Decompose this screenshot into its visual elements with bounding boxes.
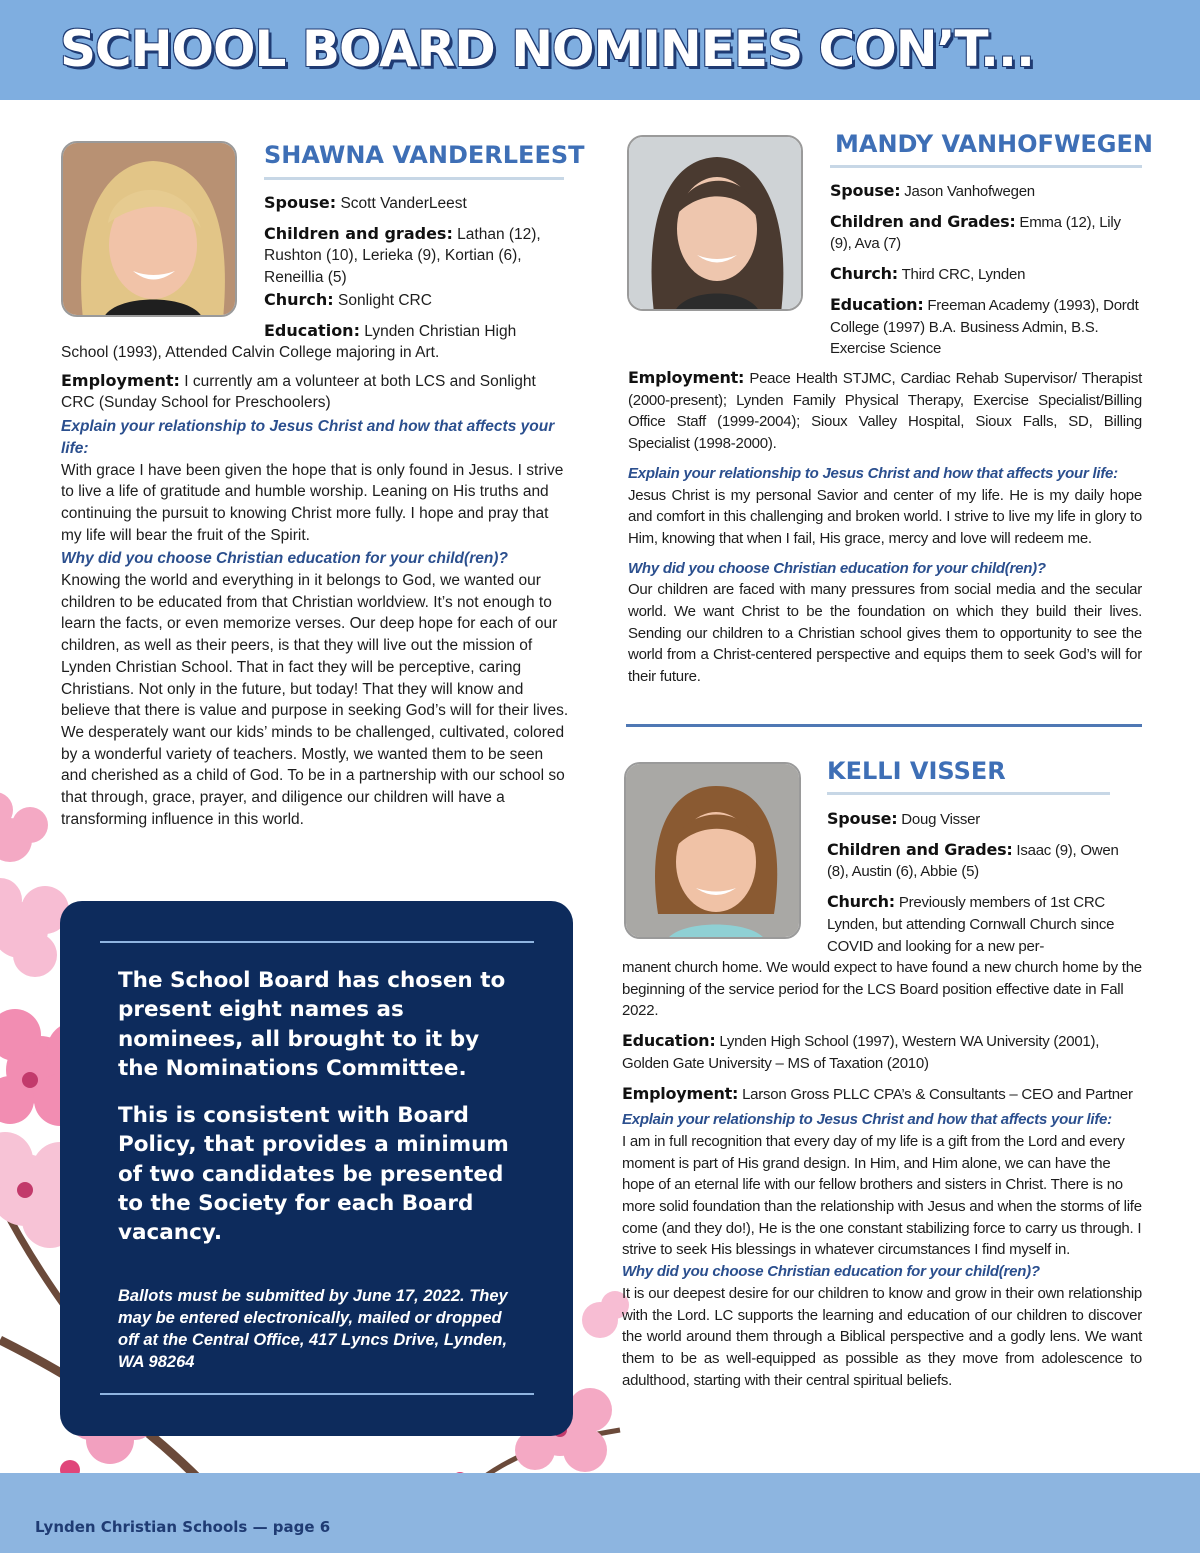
children-line: Children and grades: Lathan (12), Rushton (10), Lerieka (9), Kortian (6), Reneillia (5) — [264, 223, 541, 287]
nominee-body — [628, 367, 1142, 688]
callout-bottom-rule — [100, 1393, 534, 1395]
spouse-line: Spouse: Doug Visser — [827, 809, 980, 828]
children-line: Children and Grades: Isaac (9), Owen (8), Austin (6), Abbie (5) — [827, 839, 1119, 881]
board-notice-box — [60, 901, 573, 1436]
nominee-details — [830, 180, 1142, 360]
education-line: Education: Lynden High School (1997), Western WA University (2001), Golden Gate University – MS of Taxation (2010) — [622, 1031, 1100, 1072]
answer-faith: Jesus Christ is my personal Savior and center of my life. He is my daily hope and comfort in this challenging and broken world. I strive to live my life in glory to Him, knowing that when I fail, His grace, mercy and love will redeem me. — [628, 486, 1142, 547]
page-title: SCHOOL BOARD NOMINEES CON’T... — [60, 20, 1035, 78]
answer-education: Knowing the world and everything in it belongs to God, we wanted our children to be educated from that Christian worldview. It’s not enough to learn the facts, or even memorize verses. Our deep hope for each of our children, as well as their peers, is that they will live out the mission of Lynden Christian School. That in fact they will be perceptive, caring Christians. Not only in the future, but today! That they will know and believe that there is value and purpose in seeking God’s will for their lives. We desperately want our kids’ minds to be challenged, cultivated, colored by a wonderful variety of teachers. Mostly, we wanted them to be seen and cherished as a child of God. To be in a partnership with our school so that through, grace, prayer, and diligence our children will have a transforming influence in this world. — [61, 572, 569, 828]
answer-education: Our children are faced with many pressures from social media and the secular world. We want Christ to be the foundation on which they build their lives. Sending our children to a Christian school gives them to opportunity to see the world from a Christ-centered perspective and equips them to seek God’s will for their future. — [628, 581, 1142, 686]
children-line: Children and Grades: Emma (12), Lily (9), Ava (7) — [830, 211, 1121, 253]
answer-education: It is our deepest desire for our children to know and grow in their own relationship with the Lord. LC supports the learning and education of our children to discover the world around them through a Biblical perspective and a godly lens. We want them to be as well-equipped as possible as they move from adolescence to adulthood, starting with their central spiritual beliefs. — [622, 1284, 1142, 1389]
nominee-body — [61, 342, 573, 830]
church-line: Church: Third CRC, Lynden — [830, 264, 1026, 284]
answer-faith: I am in full recognition that every day of my life is a gift from the Lord and every moment is part of His grand design. In Him, and Him alone, we can have the hope of an eternal life with our fellow brothers and sisters in Christ. There is no more solid foundation than the relationship with Jesus and when the storms of life come (and they do!), He is the one constant stabilizing force to carry us through. I strive to seek His blessings in whatever circumstances I find myself in. — [622, 1132, 1142, 1259]
answer-faith: With grace I have been given the hope that is only found in Jesus. I strive to live a life of gratitude and humble worship. Leaning on His truths and continuing the pursuit to knowing Christ more fully. I hope and pray that my life will bear the fruit of the Spirit. — [61, 461, 564, 544]
question-faith: Explain your relationship to Jesus Christ and how that affects your life: — [622, 1111, 1112, 1129]
church-line: Church: Sonlight CRC — [264, 289, 432, 309]
employment-line: Employment: Peace Health STJMC, Cardiac Rehab Supervisor/ Therapist (2000-present); Lynden Family Physical Therapy, Exercise Specialist/Billing Office Staff (1999-2004); Sioux Valley Hospital, Sioux Falls, SD, Billing Specialist (1998-2000). — [628, 368, 1142, 453]
education-line-cont: School (1993), Attended Calvin College majoring in Art. — [61, 344, 440, 361]
name-underline — [264, 177, 564, 180]
notice-paragraph-2: This is consistent with Board Policy, that provides a minimum of two candidates be presented to the Society for each Board vacancy. — [118, 1103, 509, 1246]
portrait-mandy-vanhofwegen — [627, 135, 803, 311]
question-education: Why did you choose Christian education for your child(ren)? — [61, 550, 508, 568]
question-faith: Explain your relationship to Jesus Christ and how that affects your life: — [61, 418, 555, 457]
spouse-line: Spouse: Scott VanderLeest — [264, 193, 467, 212]
ballot-deadline: Ballots must be submitted by June 17, 2022. They may be entered electronically, mailed or dropped off at the Central Office, 417 Lyncs Drive, Lynden, WA 98264 — [118, 1287, 508, 1371]
name-underline — [830, 165, 1142, 168]
church-line-cont: manent church home. We would expect to have found a new church home by the beginning of the service period for the LCS Board position effective date in Fall 2022. — [622, 959, 1142, 1020]
footer-text: Lynden Christian Schools — page 6 — [35, 1518, 331, 1536]
nominee-details — [827, 808, 1135, 957]
nominee-details — [264, 192, 569, 342]
education-line: Education: Lynden Christian High — [264, 320, 517, 340]
question-faith: Explain your relationship to Jesus Christ and how that affects your life: — [628, 464, 1118, 482]
nominee-name: SHAWNA VANDERLEEST — [264, 141, 585, 169]
callout-top-rule — [100, 941, 534, 943]
portrait-kelli-visser — [624, 762, 801, 939]
notice-paragraph-1: The School Board has chosen to present eight names as nominees, all brought to it by the Nominations Committee. — [118, 968, 506, 1081]
nominee-body — [622, 957, 1142, 1391]
employment-line: Employment: Larson Gross PLLC CPA’s & Consultants – CEO and Partner — [622, 1083, 1133, 1103]
name-underline — [827, 792, 1110, 795]
church-line: Church: Previously members of 1st CRC Lynden, but attending Cornwall Church since COVID and looking for a new per- — [827, 892, 1115, 955]
page-footer — [0, 1473, 1200, 1553]
nominee-name: MANDY VANHOFWEGEN — [835, 130, 1153, 158]
section-divider — [626, 724, 1142, 727]
question-education: Why did you choose Christian education for your child(ren)? — [622, 1263, 1040, 1281]
education-line: Education: Freeman Academy (1993), Dordt College (1997) B.A. Business Admin, B.S. Exercise Science — [830, 294, 1139, 358]
question-education: Why did you choose Christian education for your child(ren)? — [628, 559, 1046, 577]
spouse-line: Spouse: Jason Vanhofwegen — [830, 181, 1035, 200]
portrait-shawna-vanderleest — [61, 141, 237, 317]
nominee-name: KELLI VISSER — [827, 757, 1006, 785]
page-header — [0, 0, 1200, 100]
employment-line: Employment: I currently am a volunteer at both LCS and Sonlight CRC (Sunday School for Preschoolers) — [61, 370, 536, 412]
